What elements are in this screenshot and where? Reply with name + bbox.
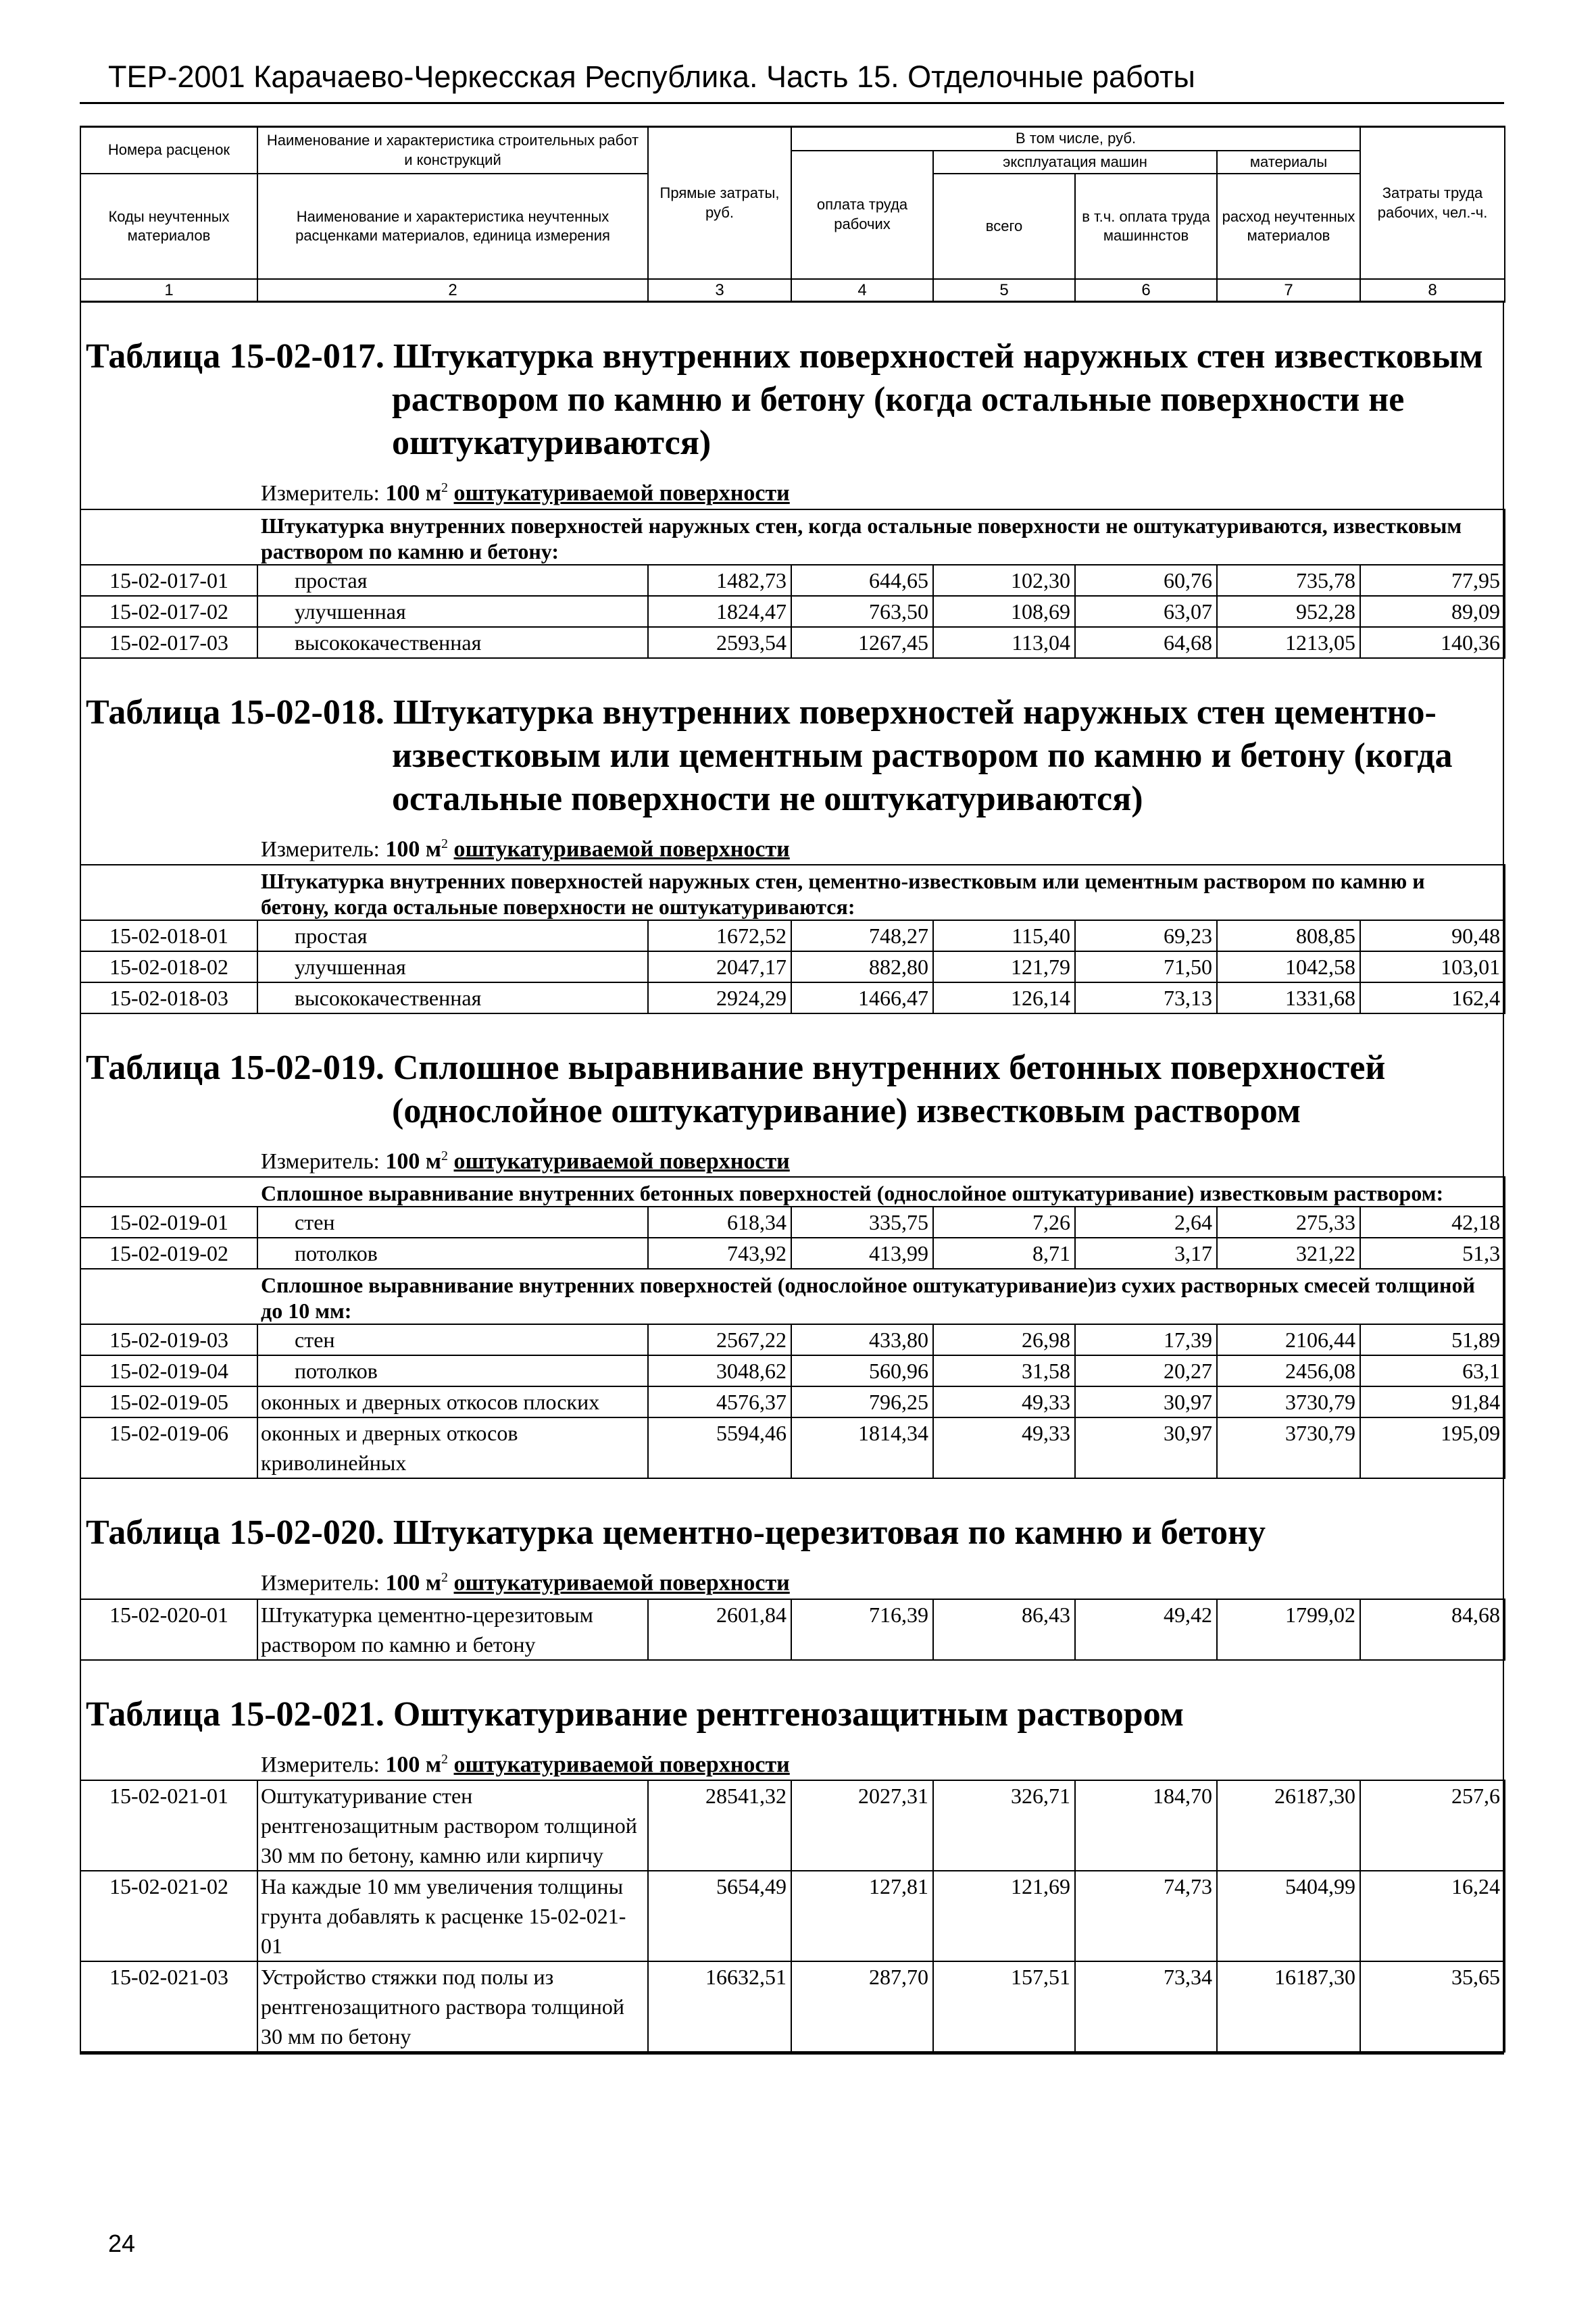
unit-of-measure bbox=[81, 821, 1503, 864]
direct-costs: 1482,73 bbox=[648, 565, 791, 596]
meter-label: Измеритель: bbox=[261, 1571, 380, 1596]
worker-pay: 335,75 bbox=[791, 1207, 933, 1238]
meter-superscript: 2 bbox=[441, 836, 449, 851]
rate-code: 15-02-019-06 bbox=[80, 1417, 257, 1478]
table-row bbox=[80, 1599, 1505, 1660]
table-heading: Таблица 15-02-020. Штукатурка цементно-церезитовая по камню и бетону bbox=[86, 1513, 1266, 1553]
meter-superscript: 2 bbox=[441, 1149, 449, 1164]
labor-costs: 103,01 bbox=[1360, 951, 1505, 982]
meter-description: оштукатуриваемой поверхности bbox=[453, 836, 790, 862]
table-row bbox=[80, 1324, 1505, 1355]
direct-costs: 2593,54 bbox=[648, 627, 791, 658]
machines-total: 26,98 bbox=[933, 1324, 1075, 1355]
table-row bbox=[80, 1238, 1505, 1269]
meter-description: оштукатуриваемой поверхности bbox=[453, 480, 790, 506]
work-name: На каждые 10 мм увеличения толщины грунта добавлять к расценке 15-02-021-01 bbox=[257, 1871, 648, 1961]
worker-pay: 287,70 bbox=[791, 1961, 933, 2052]
table-row bbox=[80, 951, 1505, 982]
meter-superscript: 2 bbox=[441, 1751, 449, 1767]
labor-costs: 140,36 bbox=[1360, 627, 1505, 658]
header-material-codes: Коды неучтенных материалов bbox=[80, 174, 257, 279]
machinist-pay: 30,97 bbox=[1075, 1386, 1217, 1417]
header-material-usage: расход неучтенных материалов bbox=[1217, 174, 1360, 279]
labor-costs: 257,6 bbox=[1360, 1780, 1505, 1871]
rate-code: 15-02-019-02 bbox=[80, 1238, 257, 1269]
rate-tables bbox=[80, 303, 1504, 2055]
header-including: В том числе, руб. bbox=[791, 127, 1360, 151]
header-col-number: 1 bbox=[80, 279, 257, 302]
work-name: стен bbox=[257, 1207, 648, 1238]
labor-costs: 89,09 bbox=[1360, 596, 1505, 627]
header-machinist-pay: в т.ч. оплата труда машиннстов bbox=[1075, 174, 1217, 279]
work-name: Оштукатуривание стен рентгенозащитным раствором толщиной 30 мм по бетону, камню или кирпичу bbox=[257, 1780, 648, 1871]
labor-costs: 90,48 bbox=[1360, 920, 1505, 951]
worker-pay: 560,96 bbox=[791, 1355, 933, 1386]
material-usage: 1331,68 bbox=[1217, 982, 1360, 1013]
labor-costs: 51,3 bbox=[1360, 1238, 1505, 1269]
direct-costs: 743,92 bbox=[648, 1238, 791, 1269]
rate-table-section bbox=[80, 1014, 1504, 1479]
machines-total: 326,71 bbox=[933, 1780, 1075, 1871]
work-name: простая bbox=[257, 565, 648, 596]
rate-code: 15-02-021-03 bbox=[80, 1961, 257, 2052]
group-subheader: Штукатурка внутренних поверхностей наружных стен, цементно-известковым или цементным раствором по камню и бетону, когда остальные поверхности не оштукатуриваются: bbox=[80, 865, 1505, 920]
direct-costs: 1824,47 bbox=[648, 596, 791, 627]
machines-total: 126,14 bbox=[933, 982, 1075, 1013]
rate-code: 15-02-019-03 bbox=[80, 1324, 257, 1355]
rate-grid bbox=[80, 1176, 1505, 1479]
material-usage: 1042,58 bbox=[1217, 951, 1360, 982]
table-row bbox=[80, 1207, 1505, 1238]
header-col-number: 4 bbox=[791, 279, 933, 302]
document-body bbox=[80, 126, 1504, 2055]
direct-costs: 2601,84 bbox=[648, 1599, 791, 1660]
direct-costs: 2047,17 bbox=[648, 951, 791, 982]
machines-total: 108,69 bbox=[933, 596, 1075, 627]
machines-total: 49,33 bbox=[933, 1417, 1075, 1478]
work-name: стен bbox=[257, 1324, 648, 1355]
machines-total: 121,69 bbox=[933, 1871, 1075, 1961]
material-usage: 3730,79 bbox=[1217, 1386, 1360, 1417]
table-heading: Таблица 15-02-021. Оштукатуривание рентгенозащитным раствором bbox=[86, 1694, 1184, 1734]
rate-code: 15-02-021-01 bbox=[80, 1780, 257, 1871]
header-col-number: 8 bbox=[1360, 279, 1505, 302]
header-labor-costs: Затраты труда рабочих, чел.-ч. bbox=[1360, 127, 1505, 280]
meter-label: Измеритель: bbox=[261, 481, 380, 506]
rate-table-section bbox=[80, 1661, 1504, 2055]
rate-grid bbox=[80, 1780, 1505, 2053]
group-subheader: Сплошное выравнивание внутренних бетонных поверхностей (однослойное оштукатуривание) известковым раствором: bbox=[80, 1177, 1505, 1207]
meter-description: оштукатуриваемой поверхности bbox=[453, 1752, 790, 1778]
group-subheader: Штукатурка внутренних поверхностей наружных стен, когда остальные поверхности не оштукатуриваются, известковым раствором по камню и бетону: bbox=[80, 509, 1505, 565]
meter-label: Измеритель: bbox=[261, 837, 380, 862]
unit-of-measure bbox=[81, 1736, 1503, 1780]
machinist-pay: 69,23 bbox=[1075, 920, 1217, 951]
header-col-number: 6 bbox=[1075, 279, 1217, 302]
table-heading: Таблица 15-02-017. Штукатурка внутренних поверхностей наружных стен известковым раствором по камню и бетону (когда остальные поверхности не оштукатуриваются) bbox=[86, 337, 1483, 463]
header-worker-pay: оплата труда рабочих bbox=[791, 151, 933, 280]
work-name: высококачественная bbox=[257, 627, 648, 658]
material-usage: 5404,99 bbox=[1217, 1871, 1360, 1961]
work-name: улучшенная bbox=[257, 596, 648, 627]
rate-code: 15-02-017-03 bbox=[80, 627, 257, 658]
page-number: 24 bbox=[108, 2230, 136, 2257]
table-row bbox=[80, 982, 1505, 1013]
rate-code: 15-02-017-02 bbox=[80, 596, 257, 627]
work-name: оконных и дверных откосов криволинейных bbox=[257, 1417, 648, 1478]
work-name: улучшенная bbox=[257, 951, 648, 982]
rate-code: 15-02-018-03 bbox=[80, 982, 257, 1013]
group-subheader: Сплошное выравнивание внутренних поверхностей (однослойное оштукатуривание)из сухих растворных смесей толщиной до 10 мм: bbox=[80, 1269, 1505, 1324]
unit-of-measure bbox=[81, 1133, 1503, 1176]
machines-total: 115,40 bbox=[933, 920, 1075, 951]
material-usage: 3730,79 bbox=[1217, 1417, 1360, 1478]
worker-pay: 763,50 bbox=[791, 596, 933, 627]
header-col-number: 3 bbox=[648, 279, 791, 302]
meter-value: 100 м bbox=[385, 836, 442, 862]
material-usage: 952,28 bbox=[1217, 596, 1360, 627]
header-machines: эксплуатация машин bbox=[933, 151, 1217, 174]
machines-total: 102,30 bbox=[933, 565, 1075, 596]
header-materials: материалы bbox=[1217, 151, 1360, 174]
worker-pay: 127,81 bbox=[791, 1871, 933, 1961]
worker-pay: 748,27 bbox=[791, 920, 933, 951]
worker-pay: 2027,31 bbox=[791, 1780, 933, 1871]
labor-costs: 16,24 bbox=[1360, 1871, 1505, 1961]
machines-total: 121,79 bbox=[933, 951, 1075, 982]
material-usage: 808,85 bbox=[1217, 920, 1360, 951]
header-rate-numbers: Номера расценок bbox=[80, 127, 257, 174]
work-name: Штукатурка цементно-церезитовым раствором по камню и бетону bbox=[257, 1599, 648, 1660]
title-rule bbox=[80, 102, 1504, 104]
direct-costs: 2567,22 bbox=[648, 1324, 791, 1355]
labor-costs: 35,65 bbox=[1360, 1961, 1505, 2052]
labor-costs: 63,1 bbox=[1360, 1355, 1505, 1386]
rate-code: 15-02-018-01 bbox=[80, 920, 257, 951]
labor-costs: 77,95 bbox=[1360, 565, 1505, 596]
meter-description: оштукатуриваемой поверхности bbox=[453, 1149, 790, 1174]
rate-grid bbox=[80, 864, 1505, 1014]
machines-total: 7,26 bbox=[933, 1207, 1075, 1238]
header-material-name: Наименование и характеристика неучтенных расценками материалов, единица измерения bbox=[257, 174, 648, 279]
machines-total: 86,43 bbox=[933, 1599, 1075, 1660]
worker-pay: 796,25 bbox=[791, 1386, 933, 1417]
machinist-pay: 20,27 bbox=[1075, 1355, 1217, 1386]
meter-label: Измеритель: bbox=[261, 1753, 380, 1778]
direct-costs: 28541,32 bbox=[648, 1780, 791, 1871]
table-row bbox=[80, 1417, 1505, 1478]
machinist-pay: 74,73 bbox=[1075, 1871, 1217, 1961]
worker-pay: 716,39 bbox=[791, 1599, 933, 1660]
table-heading: Таблица 15-02-019. Сплошное выравнивание внутренних бетонных поверхностей (однослойное оштукатуривание) известковым раствором bbox=[86, 1049, 1386, 1131]
labor-costs: 51,89 bbox=[1360, 1324, 1505, 1355]
machines-total: 8,71 bbox=[933, 1238, 1075, 1269]
direct-costs: 5654,49 bbox=[648, 1871, 791, 1961]
meter-superscript: 2 bbox=[441, 1570, 449, 1586]
machines-total: 113,04 bbox=[933, 627, 1075, 658]
machinist-pay: 30,97 bbox=[1075, 1417, 1217, 1478]
direct-costs: 1672,52 bbox=[648, 920, 791, 951]
rate-code: 15-02-020-01 bbox=[80, 1599, 257, 1660]
machines-total: 31,58 bbox=[933, 1355, 1075, 1386]
rate-code: 15-02-019-01 bbox=[80, 1207, 257, 1238]
table-row bbox=[80, 1961, 1505, 2052]
meter-value: 100 м bbox=[385, 1752, 442, 1778]
meter-description: оштукатуриваемой поверхности bbox=[453, 1570, 790, 1596]
table-row bbox=[80, 1871, 1505, 1961]
machinist-pay: 17,39 bbox=[1075, 1324, 1217, 1355]
rate-code: 15-02-019-04 bbox=[80, 1355, 257, 1386]
direct-costs: 16632,51 bbox=[648, 1961, 791, 2052]
labor-costs: 42,18 bbox=[1360, 1207, 1505, 1238]
rate-code: 15-02-017-01 bbox=[80, 565, 257, 596]
direct-costs: 5594,46 bbox=[648, 1417, 791, 1478]
table-row bbox=[80, 565, 1505, 596]
worker-pay: 433,80 bbox=[791, 1324, 933, 1355]
header-direct-costs: Прямые затраты, руб. bbox=[648, 127, 791, 280]
header-machines-total: всего bbox=[933, 174, 1075, 279]
direct-costs: 3048,62 bbox=[648, 1355, 791, 1386]
material-usage: 1213,05 bbox=[1217, 627, 1360, 658]
direct-costs: 2924,29 bbox=[648, 982, 791, 1013]
machinist-pay: 71,50 bbox=[1075, 951, 1217, 982]
unit-of-measure bbox=[81, 465, 1503, 508]
machinist-pay: 63,07 bbox=[1075, 596, 1217, 627]
table-row bbox=[80, 1355, 1505, 1386]
meter-label: Измеритель: bbox=[261, 1149, 380, 1174]
table-row bbox=[80, 596, 1505, 627]
material-usage: 275,33 bbox=[1217, 1207, 1360, 1238]
material-usage: 321,22 bbox=[1217, 1238, 1360, 1269]
worker-pay: 1267,45 bbox=[791, 627, 933, 658]
meter-value: 100 м bbox=[385, 1570, 442, 1596]
work-name: потолков bbox=[257, 1355, 648, 1386]
machinist-pay: 64,68 bbox=[1075, 627, 1217, 658]
header-col-number: 2 bbox=[257, 279, 648, 302]
work-name: простая bbox=[257, 920, 648, 951]
direct-costs: 4576,37 bbox=[648, 1386, 791, 1417]
material-usage: 2456,08 bbox=[1217, 1355, 1360, 1386]
meter-value: 100 м bbox=[385, 480, 442, 506]
header-col-number: 7 bbox=[1217, 279, 1360, 302]
unit-of-measure bbox=[81, 1555, 1503, 1598]
worker-pay: 1466,47 bbox=[791, 982, 933, 1013]
worker-pay: 413,99 bbox=[791, 1238, 933, 1269]
labor-costs: 84,68 bbox=[1360, 1599, 1505, 1660]
labor-costs: 162,4 bbox=[1360, 982, 1505, 1013]
worker-pay: 644,65 bbox=[791, 565, 933, 596]
worker-pay: 882,80 bbox=[791, 951, 933, 982]
rate-table-section bbox=[80, 659, 1504, 1014]
meter-value: 100 м bbox=[385, 1149, 442, 1174]
column-header-table bbox=[80, 126, 1505, 303]
machinist-pay: 3,17 bbox=[1075, 1238, 1217, 1269]
machinist-pay: 60,76 bbox=[1075, 565, 1217, 596]
page-title: ТЕР-2001 Карачаево-Черкесская Республика. Часть 15. Отделочные работы bbox=[108, 59, 1195, 94]
direct-costs: 618,34 bbox=[648, 1207, 791, 1238]
table-row bbox=[80, 627, 1505, 658]
material-usage: 1799,02 bbox=[1217, 1599, 1360, 1660]
rate-code: 15-02-019-05 bbox=[80, 1386, 257, 1417]
machines-total: 49,33 bbox=[933, 1386, 1075, 1417]
header-col-number: 5 bbox=[933, 279, 1075, 302]
table-heading: Таблица 15-02-018. Штукатурка внутренних поверхностей наружных стен цементно-известковым или цементным раствором по камню и бетону (когда остальные поверхности не оштукатуриваются) bbox=[86, 693, 1453, 818]
machines-total: 157,51 bbox=[933, 1961, 1075, 2052]
material-usage: 16187,30 bbox=[1217, 1961, 1360, 2052]
rate-grid bbox=[80, 1599, 1505, 1661]
machinist-pay: 49,42 bbox=[1075, 1599, 1217, 1660]
machinist-pay: 2,64 bbox=[1075, 1207, 1217, 1238]
machinist-pay: 73,13 bbox=[1075, 982, 1217, 1013]
rate-code: 15-02-021-02 bbox=[80, 1871, 257, 1961]
meter-superscript: 2 bbox=[441, 480, 449, 496]
work-name: оконных и дверных откосов плоских bbox=[257, 1386, 648, 1417]
labor-costs: 195,09 bbox=[1360, 1417, 1505, 1478]
table-row bbox=[80, 1386, 1505, 1417]
rate-table-section bbox=[80, 303, 1504, 658]
machinist-pay: 184,70 bbox=[1075, 1780, 1217, 1871]
rate-table-section bbox=[80, 1479, 1504, 1660]
material-usage: 735,78 bbox=[1217, 565, 1360, 596]
labor-costs: 91,84 bbox=[1360, 1386, 1505, 1417]
machinist-pay: 73,34 bbox=[1075, 1961, 1217, 2052]
rate-grid bbox=[80, 509, 1505, 659]
material-usage: 26187,30 bbox=[1217, 1780, 1360, 1871]
header-work-name: Наименование и характеристика строительных работ и конструкций bbox=[257, 127, 648, 174]
work-name: потолков bbox=[257, 1238, 648, 1269]
table-row bbox=[80, 1780, 1505, 1871]
work-name: Устройство стяжки под полы из рентгенозащитного раствора толщиной 30 мм по бетону bbox=[257, 1961, 648, 2052]
material-usage: 2106,44 bbox=[1217, 1324, 1360, 1355]
rate-code: 15-02-018-02 bbox=[80, 951, 257, 982]
table-row bbox=[80, 920, 1505, 951]
work-name: высококачественная bbox=[257, 982, 648, 1013]
worker-pay: 1814,34 bbox=[791, 1417, 933, 1478]
